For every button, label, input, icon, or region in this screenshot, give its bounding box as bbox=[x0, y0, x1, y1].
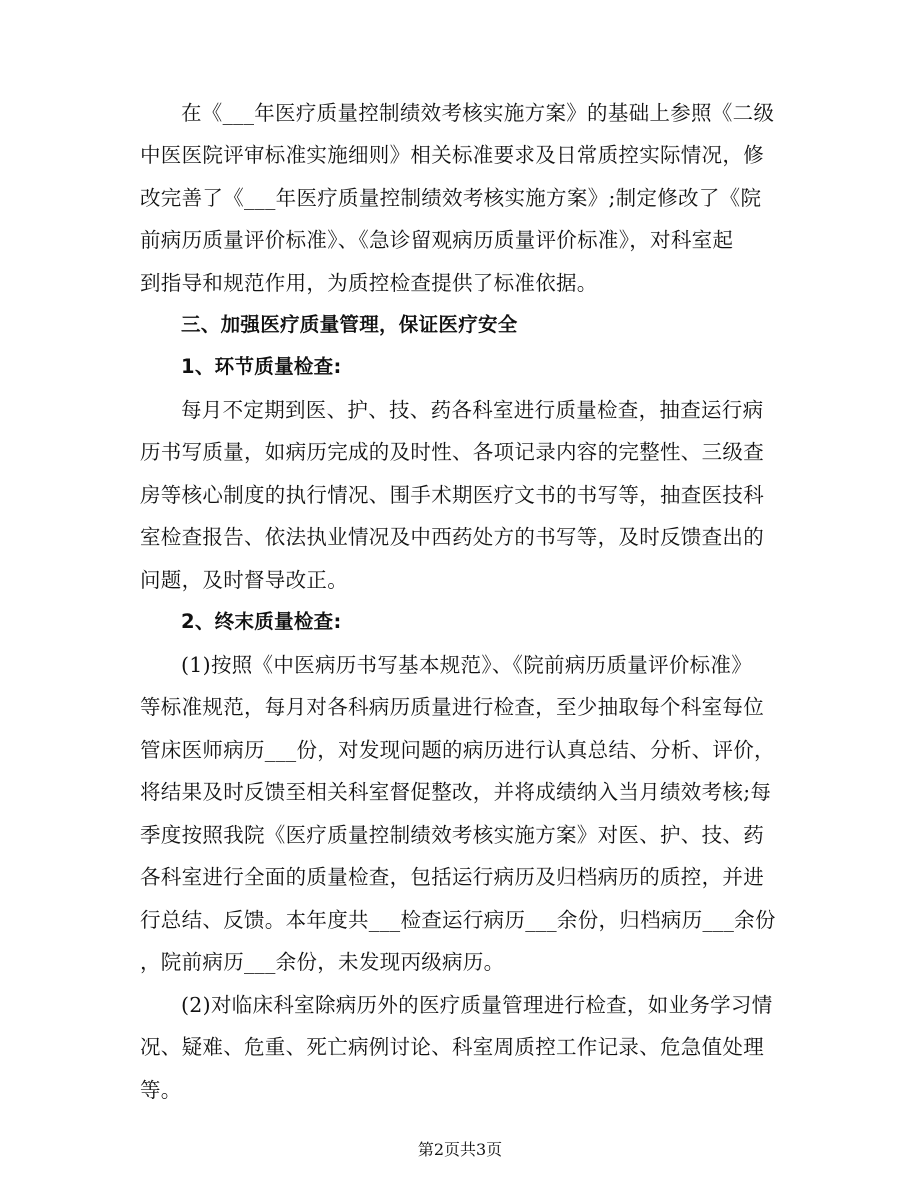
section-heading: 1、环节质量检查: bbox=[181, 355, 342, 378]
paragraph-line: 况、疑难、危重、死亡病例讨论、科室周质控工作记录、危急值处理 bbox=[140, 1035, 764, 1059]
paragraph-line: 中医医院评审标准实施细则》相关标准要求及日常质控实际情况，修 bbox=[140, 143, 764, 167]
paragraph-line: 每月不定期到医、护、技、药各科室进行质量检查，抽查运行病 bbox=[181, 398, 764, 422]
paragraph-line: 到指导和规范作用，为质控检查提供了标准依据。 bbox=[140, 271, 598, 295]
paragraph-line: 房等核心制度的执行情况、围手术期医疗文书的书写等，抽查医技科 bbox=[140, 483, 764, 507]
paragraph-line: 改完善了《___年医疗质量控制绩效考核实施方案》;制定修改了《院 bbox=[140, 186, 762, 210]
paragraph-line: 行总结、反馈。本年度共___检查运行病历___余份，归档病历___余份 bbox=[140, 908, 776, 932]
paragraph-line: 历书写质量，如病历完成的及时性、各项记录内容的完整性、三级查 bbox=[140, 440, 764, 464]
section-heading: 2、终末质量检查: bbox=[181, 610, 342, 633]
paragraph-line: 前病历质量评价标准》、《急诊留观病历质量评价标准》，对科室起 bbox=[140, 228, 734, 252]
paragraph-line: 季度按照我院《医疗质量控制绩效考核实施方案》对医、护、技、药 bbox=[140, 823, 764, 847]
paragraph-line: 等标准规范，每月对各科病历质量进行检查，至少抽取每个科室每位 bbox=[140, 695, 764, 719]
paragraph-line: 各科室进行全面的质量检查，包括运行病历及归档病历的质控，并进 bbox=[140, 865, 764, 889]
paragraph-line: 问题，及时督导改正。 bbox=[140, 568, 348, 592]
paragraph-line: (2)对临床科室除病历外的医疗质量管理进行检查，如业务学习情 bbox=[181, 993, 773, 1017]
page-footer: 第2页共3页 bbox=[417, 1140, 503, 1159]
paragraph-line: 管床医师病历___份，对发现问题的病历进行认真总结、分析、评价， bbox=[140, 738, 775, 762]
section-heading: 三、加强医疗质量管理，保证医疗安全 bbox=[181, 313, 518, 336]
paragraph-line: (1)按照《中医病历书写基本规范》、《院前病历质量评价标准》 bbox=[181, 653, 753, 677]
paragraph-line: 室检查报告、依法执业情况及中西药处方的书写等，及时反馈查出的 bbox=[140, 525, 764, 549]
paragraph-line: ，院前病历___余份，未发现丙级病历。 bbox=[140, 950, 505, 974]
paragraph-line: 将结果及时反馈至相关科室督促整改，并将成绩纳入当月绩效考核;每 bbox=[140, 780, 772, 804]
paragraph-line: 等。 bbox=[140, 1078, 182, 1102]
paragraph-line: 在《___年医疗质量控制绩效考核实施方案》的基础上参照《二级 bbox=[181, 101, 775, 125]
